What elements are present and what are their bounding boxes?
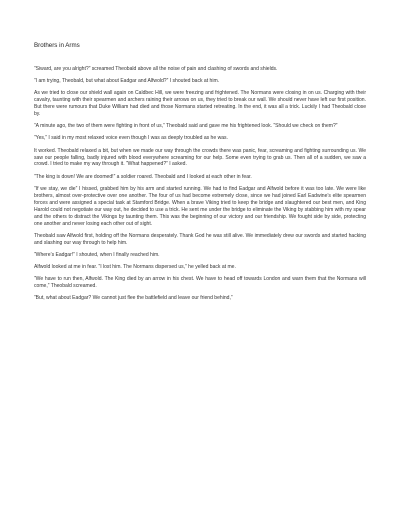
- paragraph: “Siward, are you alright?” screamed Theobald above all the noise of pain and clashing of swords and shields.: [34, 66, 278, 72]
- paragraph: “Where’s Eadgar!” I shouted, when I finally reached him.: [34, 251, 160, 258]
- paragraph: “But, what about Eadgar? We cannot just flee the battlefield and leave our friend behind,”: [34, 295, 233, 302]
- paragraph: As we tried to close our shield wall again on Caldbec Hill, we were freezing and frightened. The Normans were closing in on us. Charging with their cavalry, taunting with their spearmen and archers raining their arrows on us, they tried to break our wall. We should never have left our first position. But there were rumours that Duke William had died and those Normans started retreating. In the end, it was all a trick. Luckily I had Theobald close by.: [34, 90, 366, 118]
- paragraph: Alfwold looked at me in fear. “I lost him. The Normans dispersed us,” he yelled back at me.: [34, 263, 236, 270]
- paragraph: It worked. Theobald relaxed a bit, but when we made our way through the crowds there was panic, fear, screaming and fighting surrounding us. We saw our people falling, badly injured with blood everywhere screaming for our help. Some even trying to grab us. Then all of a sudden, we saw a crowd. I tried to make my way through it. “What happened?” I asked.: [34, 147, 366, 168]
- paragraph: “If we stay, we die” I hissed, grabbed him by his arm and started running. We had to find Eadgar and Alfwold before it was too late. We were like brothers, almost over-protective over one another. The four of us had become extremely close, since we had joined Earl Eadwine’s elite spearmen forces and were assigned a special task at Stamford Bridge. When a brave Viking tried to keep the bridge and slaughtered our best men, and King Harold could not negotiate our way out, he decided to use a trick. He sent me under the bridge to eliminate the Viking by stabbing him with my spear and the others to distract the Vikings by taunting them. This was the beginning of our victory and our friendship. We fought side by side, protecting one another and never losing each other out of sight.: [34, 185, 366, 227]
- paragraph: “A minute ago, the two of them were fighting in front of us,” Theobald said and gave me his frightened look. “Should we check on them?”: [34, 123, 338, 130]
- paragraph: Theobald saw Alfwold first, holding off the Normans desperately. Thank God he was still alive. We immediately drew our swords and started hacking and slashing our way through to help him.: [34, 232, 366, 246]
- paragraph: “The king is down! We are doomed!” a soldier roared. Theobald and I looked at each other in fear.: [34, 173, 252, 180]
- paragraph: “I am trying, Theobald, but what about Eadgar and Alfwold?” I shouted back at him.: [34, 78, 220, 85]
- paragraph: “We have to run then, Alfwold. The King died by an arrow in his chest. We have to head off towards London and warn them that the Normans will come,” Theobald screamed.: [34, 276, 366, 289]
- document-title: Brothers in Arms: [34, 42, 80, 49]
- paragraph: “Yes,” I said in my most relaxed voice even though I was as deeply troubled as he was.: [34, 135, 228, 142]
